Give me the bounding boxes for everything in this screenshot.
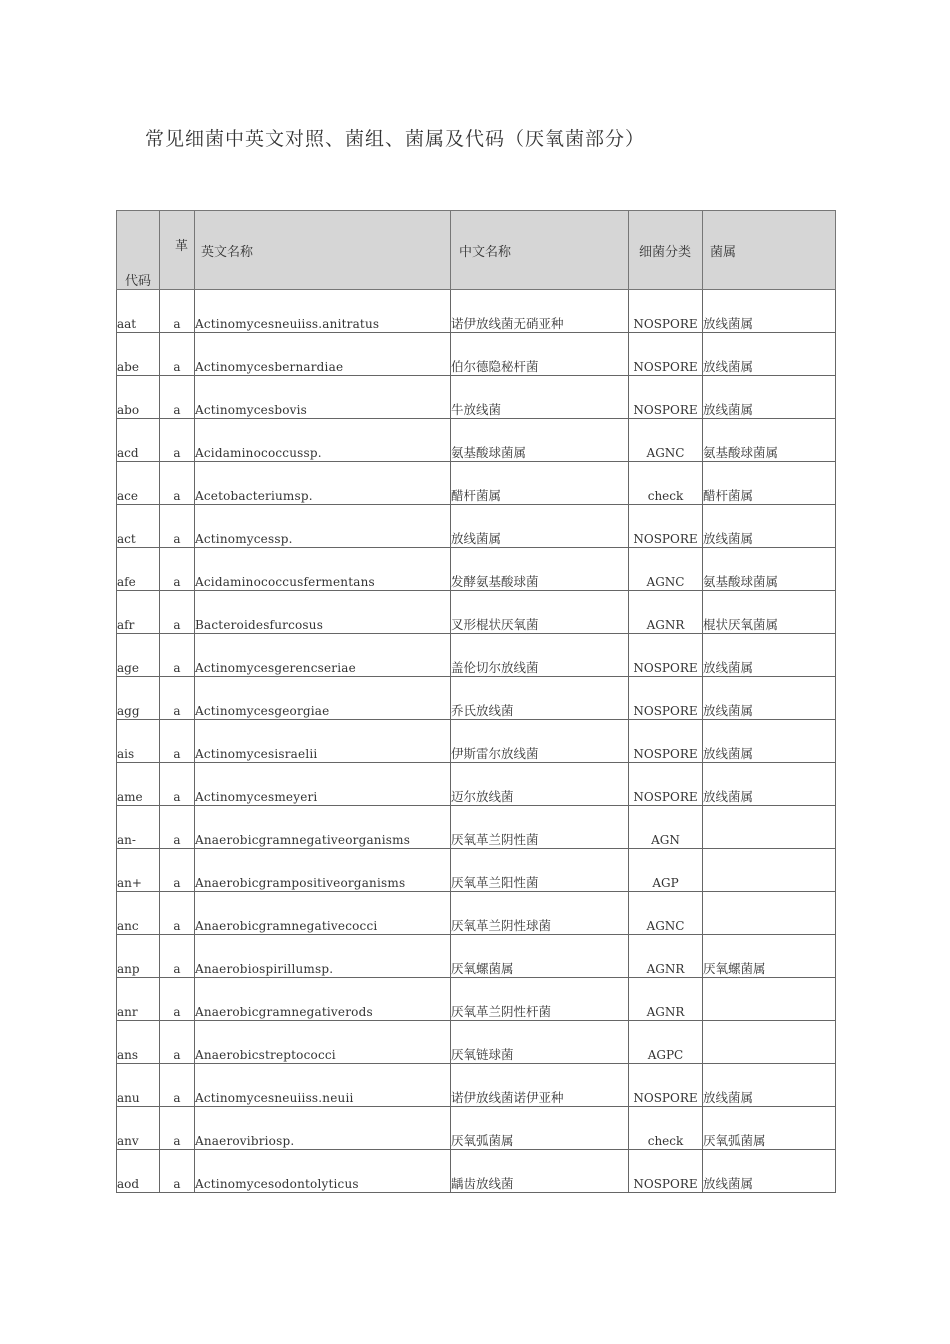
- table-row: [117, 591, 836, 634]
- cell-english-name: Actinomycesgerencseriae: [195, 634, 451, 677]
- table-row: [117, 1150, 836, 1193]
- cell-genus: [703, 806, 836, 849]
- cell-gram: a: [160, 419, 195, 462]
- cell-genus: 氨基酸球菌属: [703, 419, 836, 462]
- cell-chinese-name: 厌氧革兰阴性球菌: [451, 892, 629, 935]
- header-code: 代码: [117, 211, 160, 290]
- table-row: [117, 634, 836, 677]
- cell-chinese-name: 厌氧革兰阴性杆菌: [451, 978, 629, 1021]
- cell-classification: check: [629, 462, 703, 505]
- cell-genus: 放线菌属: [703, 634, 836, 677]
- cell-genus: 厌氧弧菌属: [703, 1107, 836, 1150]
- cell-chinese-name: 龋齿放线菌: [451, 1150, 629, 1193]
- cell-chinese-name: 厌氧链球菌: [451, 1021, 629, 1064]
- table-row: [117, 548, 836, 591]
- cell-classification: NOSPORE: [629, 333, 703, 376]
- cell-gram: a: [160, 1107, 195, 1150]
- cell-gram: a: [160, 634, 195, 677]
- cell-english-name: Actinomycesisraelii: [195, 720, 451, 763]
- cell-code: afr: [117, 591, 160, 634]
- cell-gram: a: [160, 849, 195, 892]
- cell-code: abe: [117, 333, 160, 376]
- cell-code: an-: [117, 806, 160, 849]
- cell-english-name: Anaerobiospirillumsp.: [195, 935, 451, 978]
- table-row: [117, 849, 836, 892]
- cell-code: act: [117, 505, 160, 548]
- cell-classification: NOSPORE: [629, 505, 703, 548]
- cell-genus: [703, 1021, 836, 1064]
- cell-code: ame: [117, 763, 160, 806]
- cell-english-name: Actinomycesodontolyticus: [195, 1150, 451, 1193]
- cell-english-name: Anaerovibriosp.: [195, 1107, 451, 1150]
- cell-gram: a: [160, 892, 195, 935]
- cell-gram: a: [160, 376, 195, 419]
- cell-gram: a: [160, 763, 195, 806]
- cell-chinese-name: 诺伊放线菌诺伊亚种: [451, 1064, 629, 1107]
- cell-classification: NOSPORE: [629, 1150, 703, 1193]
- cell-gram: a: [160, 806, 195, 849]
- cell-genus: 厌氧螺菌属: [703, 935, 836, 978]
- cell-chinese-name: 叉形棍状厌氧菌: [451, 591, 629, 634]
- cell-gram: a: [160, 591, 195, 634]
- cell-gram: a: [160, 505, 195, 548]
- table-body: [117, 290, 836, 1193]
- cell-english-name: Anaerobicgrampositiveorganisms: [195, 849, 451, 892]
- cell-english-name: Actinomycesbernardiae: [195, 333, 451, 376]
- cell-chinese-name: 伊斯雷尔放线菌: [451, 720, 629, 763]
- cell-chinese-name: 厌氧革兰阴性菌: [451, 806, 629, 849]
- cell-genus: [703, 892, 836, 935]
- table-row: [117, 720, 836, 763]
- cell-classification: NOSPORE: [629, 290, 703, 333]
- cell-english-name: Actinomycesneuiiss.neuii: [195, 1064, 451, 1107]
- cell-genus: 放线菌属: [703, 677, 836, 720]
- cell-code: ace: [117, 462, 160, 505]
- cell-english-name: Actinomycessp.: [195, 505, 451, 548]
- table-row: [117, 333, 836, 376]
- cell-chinese-name: 诺伊放线菌无硝亚种: [451, 290, 629, 333]
- cell-genus: 放线菌属: [703, 1064, 836, 1107]
- cell-genus: 放线菌属: [703, 1150, 836, 1193]
- cell-chinese-name: 厌氧螺菌属: [451, 935, 629, 978]
- cell-classification: AGNC: [629, 419, 703, 462]
- cell-code: afe: [117, 548, 160, 591]
- cell-classification: AGNC: [629, 548, 703, 591]
- cell-english-name: Acidaminococcussp.: [195, 419, 451, 462]
- cell-chinese-name: 盖伦切尔放线菌: [451, 634, 629, 677]
- cell-genus: 放线菌属: [703, 376, 836, 419]
- cell-chinese-name: 发酵氨基酸球菌: [451, 548, 629, 591]
- cell-classification: NOSPORE: [629, 720, 703, 763]
- cell-english-name: Anaerobicgramnegativecocci: [195, 892, 451, 935]
- cell-chinese-name: 放线菌属: [451, 505, 629, 548]
- cell-code: abo: [117, 376, 160, 419]
- cell-classification: NOSPORE: [629, 376, 703, 419]
- cell-chinese-name: 醋杆菌属: [451, 462, 629, 505]
- cell-classification: NOSPORE: [629, 1064, 703, 1107]
- header-classification: 细菌分类: [629, 211, 703, 290]
- cell-genus: [703, 978, 836, 1021]
- cell-genus: [703, 849, 836, 892]
- cell-classification: AGP: [629, 849, 703, 892]
- table-row: [117, 505, 836, 548]
- cell-classification: AGN: [629, 806, 703, 849]
- cell-english-name: Actinomycesgeorgiae: [195, 677, 451, 720]
- cell-gram: a: [160, 677, 195, 720]
- cell-chinese-name: 乔氏放线菌: [451, 677, 629, 720]
- cell-chinese-name: 厌氧弧菌属: [451, 1107, 629, 1150]
- table-row: [117, 806, 836, 849]
- cell-gram: a: [160, 720, 195, 763]
- table-row: [117, 1064, 836, 1107]
- cell-code: anu: [117, 1064, 160, 1107]
- cell-code: anc: [117, 892, 160, 935]
- cell-chinese-name: 厌氧革兰阳性菌: [451, 849, 629, 892]
- cell-code: anr: [117, 978, 160, 1021]
- table-row: [117, 1021, 836, 1064]
- cell-english-name: Bacteroidesfurcosus: [195, 591, 451, 634]
- cell-classification: check: [629, 1107, 703, 1150]
- cell-gram: a: [160, 978, 195, 1021]
- cell-genus: 放线菌属: [703, 763, 836, 806]
- table-row: [117, 935, 836, 978]
- cell-chinese-name: 伯尔德隐秘杆菌: [451, 333, 629, 376]
- header-chinese-name: 中文名称: [451, 211, 629, 290]
- table-row: [117, 419, 836, 462]
- cell-code: an+: [117, 849, 160, 892]
- cell-english-name: Actinomycesbovis: [195, 376, 451, 419]
- cell-english-name: Anaerobicgramnegativerods: [195, 978, 451, 1021]
- cell-genus: 棍状厌氧菌属: [703, 591, 836, 634]
- cell-code: acd: [117, 419, 160, 462]
- cell-gram: a: [160, 290, 195, 333]
- cell-chinese-name: 迈尔放线菌: [451, 763, 629, 806]
- cell-genus: 放线菌属: [703, 333, 836, 376]
- cell-english-name: Acetobacteriumsp.: [195, 462, 451, 505]
- cell-code: anv: [117, 1107, 160, 1150]
- cell-classification: AGPC: [629, 1021, 703, 1064]
- cell-code: aat: [117, 290, 160, 333]
- cell-gram: a: [160, 333, 195, 376]
- cell-classification: NOSPORE: [629, 763, 703, 806]
- table-row: [117, 677, 836, 720]
- cell-classification: AGNR: [629, 591, 703, 634]
- cell-classification: AGNC: [629, 892, 703, 935]
- header-genus: 菌属: [703, 211, 836, 290]
- cell-gram: a: [160, 548, 195, 591]
- cell-classification: NOSPORE: [629, 634, 703, 677]
- table-row: [117, 290, 836, 333]
- cell-gram: a: [160, 1064, 195, 1107]
- cell-english-name: Anaerobicstreptococci: [195, 1021, 451, 1064]
- cell-code: agg: [117, 677, 160, 720]
- cell-code: anp: [117, 935, 160, 978]
- table-header-row: [117, 211, 836, 290]
- cell-gram: a: [160, 935, 195, 978]
- cell-chinese-name: 牛放线菌: [451, 376, 629, 419]
- cell-genus: 放线菌属: [703, 290, 836, 333]
- table-row: [117, 763, 836, 806]
- table-row: [117, 376, 836, 419]
- header-gram: 革: [160, 211, 195, 290]
- cell-chinese-name: 氨基酸球菌属: [451, 419, 629, 462]
- table-row: [117, 978, 836, 1021]
- page-title: 常见细菌中英文对照、菌组、菌属及代码（厌氧菌部分）: [145, 128, 646, 150]
- table-row: [117, 1107, 836, 1150]
- cell-gram: a: [160, 1021, 195, 1064]
- cell-classification: AGNR: [629, 978, 703, 1021]
- header-english-name: 英文名称: [195, 211, 451, 290]
- cell-gram: a: [160, 462, 195, 505]
- cell-code: aod: [117, 1150, 160, 1193]
- cell-code: ais: [117, 720, 160, 763]
- cell-english-name: Anaerobicgramnegativeorganisms: [195, 806, 451, 849]
- bacteria-code-table: [116, 210, 836, 1193]
- cell-gram: a: [160, 1150, 195, 1193]
- cell-classification: AGNR: [629, 935, 703, 978]
- cell-english-name: Actinomycesneuiiss.anitratus: [195, 290, 451, 333]
- table-row: [117, 462, 836, 505]
- cell-code: ans: [117, 1021, 160, 1064]
- cell-classification: NOSPORE: [629, 677, 703, 720]
- cell-english-name: Acidaminococcusfermentans: [195, 548, 451, 591]
- cell-english-name: Actinomycesmeyeri: [195, 763, 451, 806]
- cell-code: age: [117, 634, 160, 677]
- table-row: [117, 892, 836, 935]
- cell-genus: 放线菌属: [703, 505, 836, 548]
- cell-genus: 醋杆菌属: [703, 462, 836, 505]
- cell-genus: 放线菌属: [703, 720, 836, 763]
- cell-genus: 氨基酸球菌属: [703, 548, 836, 591]
